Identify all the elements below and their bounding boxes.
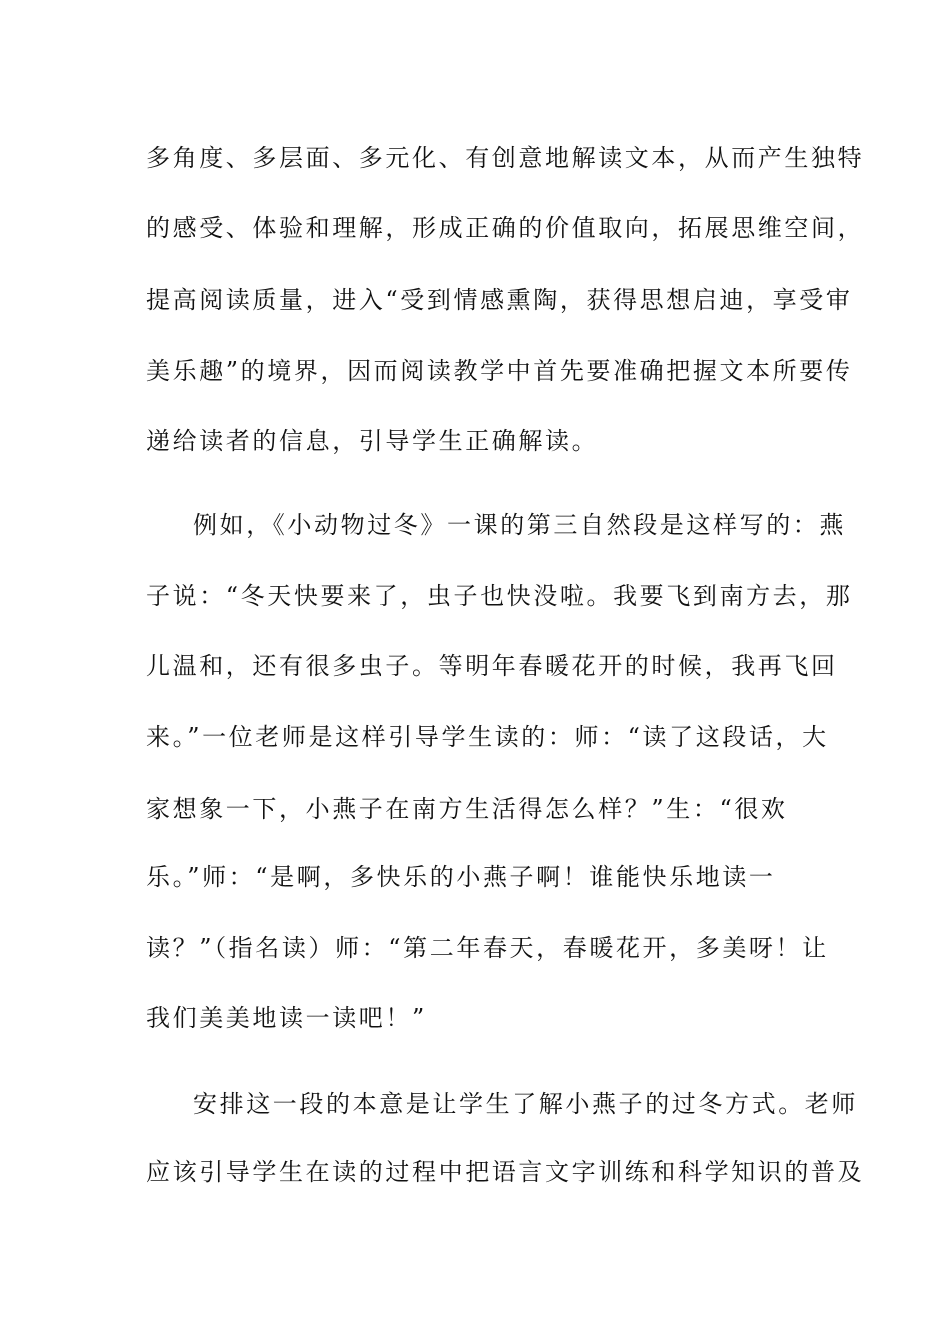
text-line: 家想象一下，小燕子在南方生活得怎么样？”生：“很欢: [146, 795, 788, 823]
text-line: 来。”一位老师是这样引导学生读的：师：“读了这段话，大: [146, 723, 829, 751]
text-line: 多角度、多层面、多元化、有创意地解读文本，从而产生独特: [146, 144, 865, 172]
text-line: 乐。”师：“是啊，多快乐的小燕子啊！谁能快乐地读一: [146, 863, 776, 891]
text-line: 儿温和，还有很多虫子。等明年春暖花开的时候，我再飞回: [146, 652, 838, 680]
text-line: 读？”（指名读）师：“第二年春天，春暖花开，多美呀！让: [146, 934, 829, 962]
text-line: 子说：“冬天快要来了，虫子也快没啦。我要飞到南方去，那: [146, 582, 853, 610]
text-line: 我们美美地读一读吧！”: [146, 1004, 427, 1032]
text-line: 的感受、体验和理解，形成正确的价值取向，拓展思维空间，: [146, 214, 865, 242]
text-line: 应该引导学生在读的过程中把语言文字训练和科学知识的普及: [146, 1158, 865, 1186]
text-line: 安排这一段的本意是让学生了解小燕子的过冬方式。老师: [193, 1090, 858, 1118]
text-line: 美乐趣”的境界，因而阅读教学中首先要准确把握文本所要传: [146, 357, 853, 385]
text-line: 递给读者的信息，引导学生正确解读。: [146, 427, 599, 455]
text-line: 提高阅读质量，进入“受到情感熏陶，获得思想启迪，享受审: [146, 286, 853, 314]
text-line: 例如，《小动物过冬》一课的第三自然段是这样写的：燕: [193, 511, 846, 539]
